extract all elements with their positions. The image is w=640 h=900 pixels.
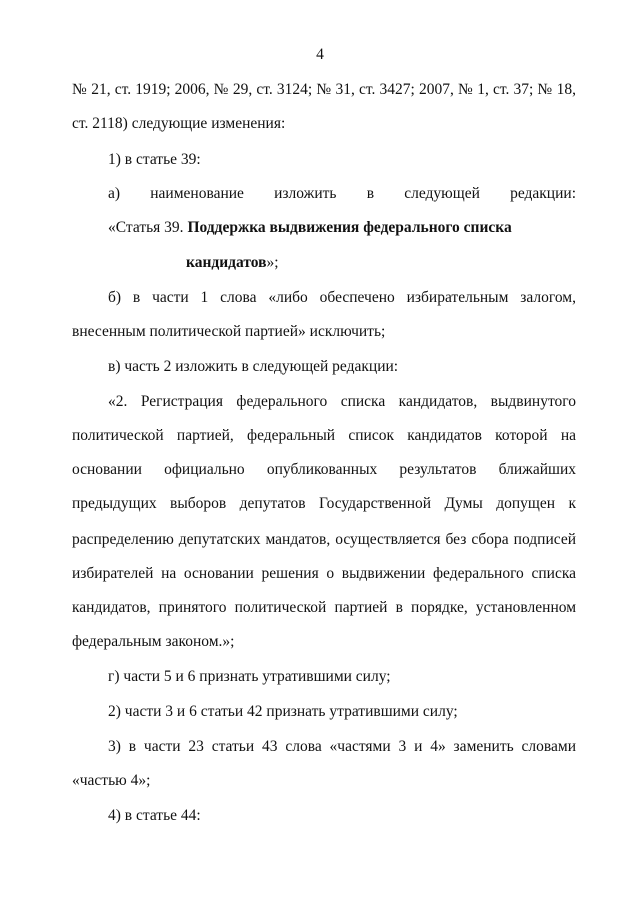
list-item: 2) части 3 и 6 статьи 42 признать утратившими силу; <box>108 703 458 720</box>
text-line: политической партией, федеральный список кандидатов которой на <box>72 427 576 444</box>
text-line: ст. 2118) следующие изменения: <box>72 115 286 132</box>
list-item: г) части 5 и 6 признать утратившими силу; <box>108 668 391 685</box>
text-line: федеральным законом.»; <box>72 633 235 650</box>
text-line: избирателей на основании решения о выдвижении федерального списка <box>72 565 576 582</box>
article-heading-title: Поддержка выдвижения федерального списка <box>187 219 512 236</box>
list-item: 3) в части 23 статьи 43 слова «частями 3 и 4» заменить словами <box>108 738 576 755</box>
list-item: 1) в статье 39: <box>108 151 201 168</box>
article-heading-title-end: кандидатов <box>186 254 267 271</box>
page-number: 4 <box>316 46 324 63</box>
list-item: в) часть 2 изложить в следующей редакции: <box>108 358 399 375</box>
article-heading-prefix: «Статья 39. <box>108 219 188 236</box>
list-item: а) наименование изложить в следующей редакции: <box>108 185 576 202</box>
article-heading <box>108 218 576 238</box>
list-item: 4) в статье 44: <box>108 807 201 824</box>
text-line: кандидатов, принятого политической партией в порядке, установленном <box>72 599 576 616</box>
text-line: «2. Регистрация федерального списка кандидатов, выдвинутого <box>108 393 576 410</box>
text-line: «частью 4»; <box>72 772 151 789</box>
text-line: предыдущих выборов депутатов Государственной Думы допущен к <box>72 495 576 512</box>
text-line: основании официально опубликованных результатов ближайших <box>72 461 576 478</box>
text-line: распределению депутатских мандатов, осуществляется без сбора подписей <box>72 531 576 548</box>
article-heading-suffix: »; <box>266 254 279 271</box>
text-line: внесенным политической партией» исключить; <box>72 323 386 340</box>
article-heading-continuation <box>186 253 576 273</box>
text-line: б) в части 1 слова «либо обеспечено избирательным залогом, <box>108 289 576 306</box>
text-line: № 21, ст. 1919; 2006, № 29, ст. 3124; № 31, ст. 3427; 2007, № 1, ст. 37; № 18, <box>72 81 576 98</box>
